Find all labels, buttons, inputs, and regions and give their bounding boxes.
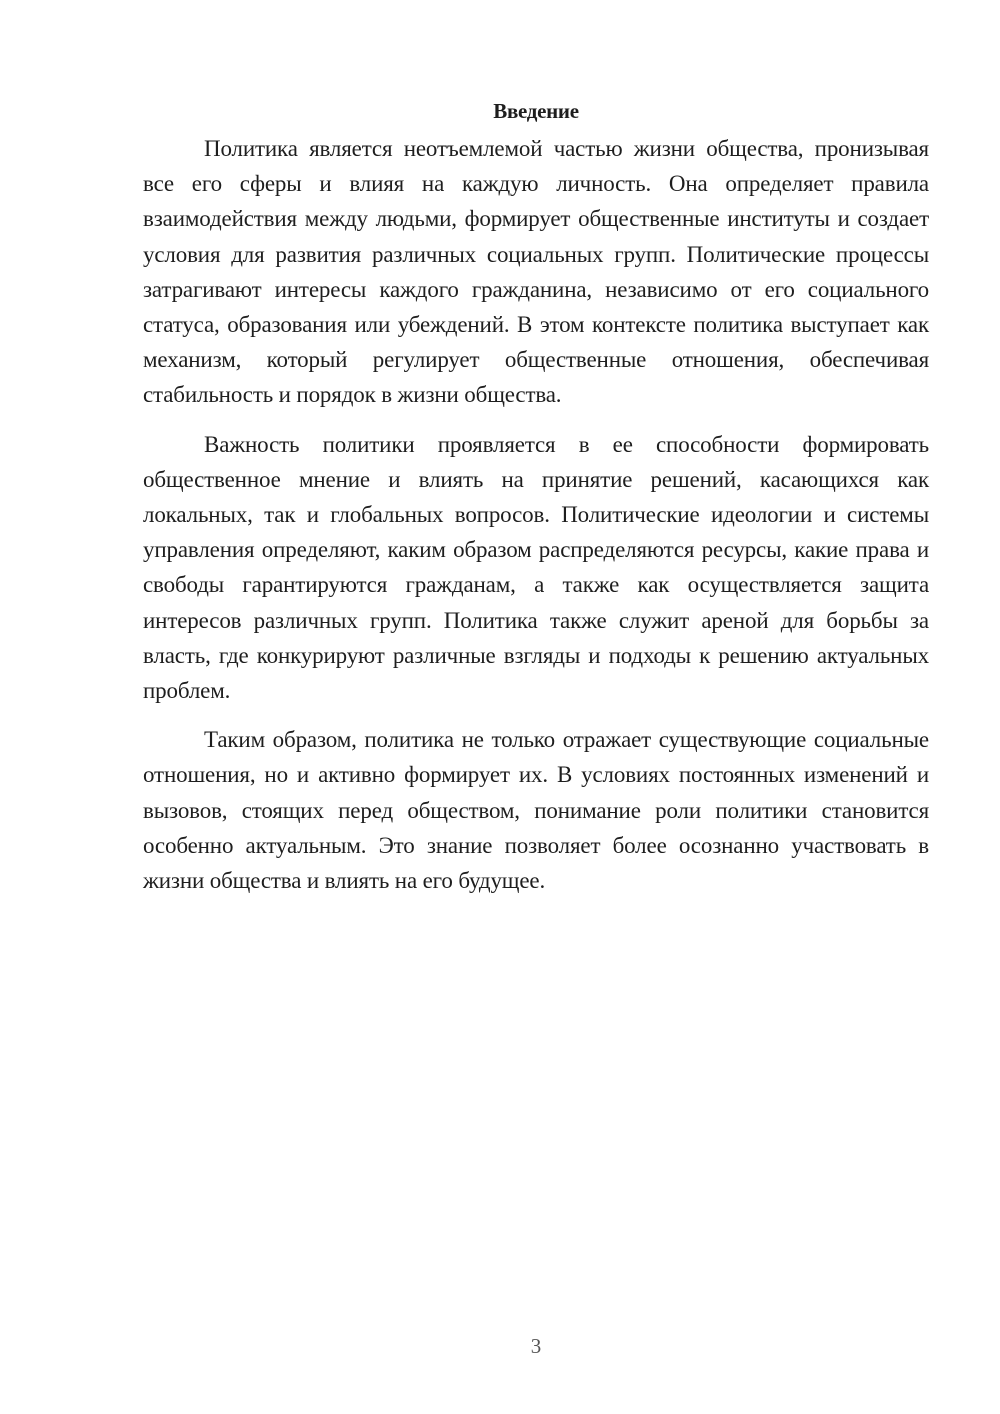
paragraph-3: Таким образом, политика не только отражает существующие социальные отношения, но и активно формирует их. В условиях постоянных изменений и вызовов, стоящих перед обществом, понимание роли политики становится особенно актуальным. Это знание позволяет более осознанно участвовать в жизни общества и влиять на его будущее.: [143, 727, 929, 894]
paragraph-2: Важность политики проявляется в ее способности формировать общественное мнение и влиять на принятие решений, касающихся как локальных, так и глобальных вопросов. Политические идеологии и системы управления определяют, каким образом распределяются ресурсы, какие права и свободы гарантируются гражданам, а также как осуществляется защита интересов различных групп. Политика также служит ареной для борьбы за власть, где конкурируют различные взгляды и подходы к решению актуальных проблем.: [143, 431, 929, 704]
page-number: 3: [530, 1334, 542, 1358]
paragraph-1: Политика является неотъемлемой частью жизни общества, пронизывая все его сферы и влияя на каждую личность. Она определяет правила взаимодействия между людьми, формирует общественные институты и создает условия для развития различных социальных групп. Политические процессы затрагивают интересы каждого гражданина, независимо от его социального статуса, образования или убеждений. В этом контексте политика выступает как механизм, который регулирует общественные отношения, обеспечивая стабильность и порядок в жизни общества.: [143, 136, 929, 408]
section-heading: Введение: [493, 99, 579, 123]
page-content: [143, 97, 929, 912]
